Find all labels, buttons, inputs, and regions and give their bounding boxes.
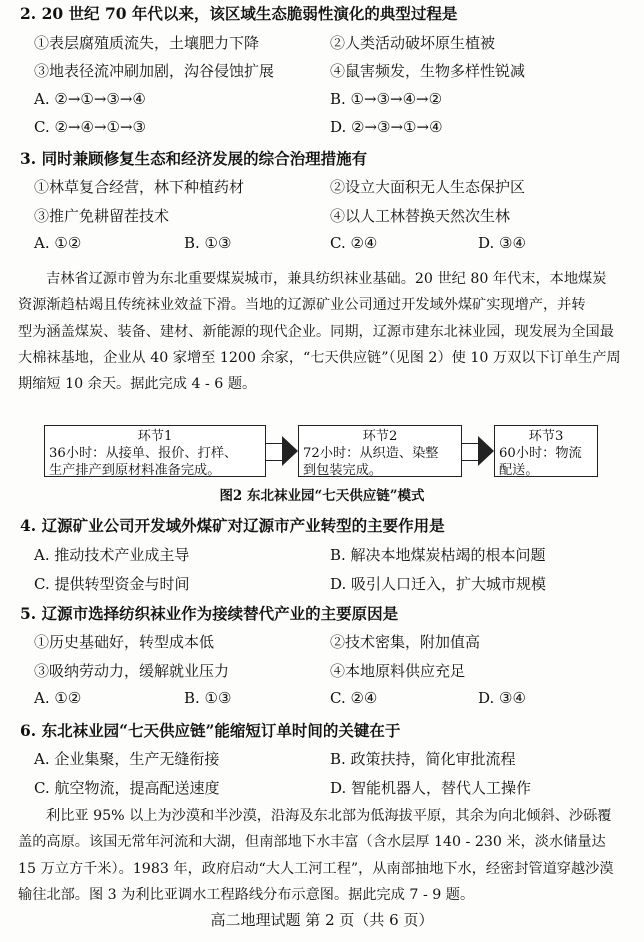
- q6-option-d: D. 智能机器人，替代人工操作: [330, 779, 532, 797]
- q4-stem: 4. 辽源矿业公司开发域外煤矿对辽源市产业转型的主要作用是: [20, 516, 445, 535]
- stage-3-title: 环节3: [528, 429, 564, 444]
- passage-line: 型为涵盖煤炭、装备、建材、新能源的现代企业。同期，辽源市建东北袜业园，现发展为全国最: [18, 323, 614, 340]
- q3-option-d: D. ③④: [478, 234, 526, 252]
- page-footer: 高二地理试题 第 2 页（共 6 页）: [210, 911, 434, 929]
- q2-option-d: D. ②→③→①→④: [330, 118, 443, 136]
- arrow-2-icon: [462, 435, 494, 467]
- stage-1-line-1: 36小时：从接单、报价、打样、: [49, 446, 238, 461]
- stage-2-line-1: 72小时：从织造、染整: [303, 446, 439, 461]
- passage-liaoyuan: [18, 266, 624, 397]
- stage-3-box: [494, 425, 598, 477]
- q2-item-3: ③地表径流冲刷加剧，沟谷侵蚀扩展: [34, 62, 275, 80]
- q2-stem: 2. 20 世纪 70 年代以来，该区域生态脆弱性演化的典型过程是: [20, 4, 458, 23]
- passage-line: 大棉袜基地，企业从 40 家增至 1200 余家，“七天供应链”（见图 2）使 10 万双以下订单生产周: [18, 349, 621, 366]
- q2-item-1: ①表层腐殖质流失，土壤肥力下降: [34, 34, 260, 52]
- passage-line: 15 万立方千米）。1983 年，政府启动“大人工河工程”，从南部抽地下水，经密封管道穿越沙漠: [18, 860, 614, 877]
- q3-option-c: C. ②④: [330, 234, 378, 252]
- stage-2-line-2: 到包装完成。: [303, 463, 383, 478]
- q3-option-a: A. ①②: [34, 234, 82, 252]
- q4-option-b: B. 解决本地煤炭枯竭的根本问题: [330, 546, 546, 564]
- q5-option-b: B. ①③: [184, 689, 232, 707]
- q5-item-3: ③吸纳劳动力，缓解就业压力: [34, 662, 230, 680]
- q3-item-4: ④以人工林替换天然次生林: [330, 207, 511, 225]
- stage-2-title: 环节2: [362, 429, 398, 444]
- q5-option-c: C. ②④: [330, 689, 378, 707]
- q2-option-c: C. ②→④→①→③: [34, 118, 146, 136]
- q2-item-2: ②人类活动破坏原生植被: [330, 34, 496, 52]
- q5-item-2: ②技术密集，附加值高: [330, 633, 481, 651]
- q5-option-d: D. ③④: [478, 689, 526, 707]
- q2-option-b: B. ①→③→④→②: [330, 90, 443, 108]
- stage-3-line-1: 60小时：物流: [499, 446, 582, 461]
- stage-3-line-2: 配送。: [499, 463, 539, 478]
- q6-stem: 6. 东北袜业园“七天供应链”能缩短订单时间的关键在于: [20, 721, 401, 740]
- q5-stem: 5. 辽源市选择纺织袜业作为接续替代产业的主要原因是: [20, 604, 399, 623]
- arrow-1-icon: [266, 435, 298, 467]
- stage-1-line-2: 生产排产到原材料准备完成。: [49, 463, 221, 478]
- q3-item-2: ②设立大面积无人生态保护区: [330, 178, 526, 196]
- q6-option-c: C. 航空物流，提高配送速度: [34, 779, 220, 797]
- q2-option-a: A. ②→①→③→④: [34, 90, 146, 108]
- q3-stem: 3. 同时兼顾修复生态和经济发展的综合治理措施有: [20, 149, 368, 168]
- passage-line: 期缩短 10 余天。据此完成 4 - 6 题。: [18, 376, 257, 393]
- q6-option-a: A. 企业集聚，生产无缝衔接: [34, 750, 220, 768]
- passage-line: 资源渐趋枯竭且传统袜业效益下滑。当地的辽源矿业公司通过开发域外煤矿实现增产，并转: [18, 297, 586, 314]
- passage-line: 吉林省辽源市曾为东北重要煤炭城市，兼具纺织袜业基础。20 世纪 80 年代末，本地煤炭: [46, 271, 607, 287]
- passage-line: 输往北部。图 3 为利比亚调水工程路线分布示意图。据此完成 7 - 9 题。: [18, 886, 475, 903]
- q6-option-b: B. 政策扶持，简化审批流程: [330, 750, 516, 768]
- stage-1-box: [44, 425, 266, 477]
- q5-item-1: ①历史基础好，转型成本低: [34, 633, 215, 651]
- figure-2-caption: 图2 东北袜业园“七天供应链”模式: [219, 488, 425, 504]
- q2-item-4: ④鼠害频发，生物多样性锐减: [330, 62, 526, 80]
- q3-item-3: ③推广免耕留茬技术: [34, 207, 170, 225]
- q4-option-d: D. 吸引人口迁入，扩大城市规模: [330, 575, 547, 593]
- passage-line: 利比亚 95% 以上为沙漠和半沙漠，沿海及东北部为低海拔平原，其余为向北倾斜、沙砾覆: [46, 808, 612, 824]
- q3-option-b: B. ①③: [184, 234, 232, 252]
- q4-option-c: C. 提供转型资金与时间: [34, 575, 190, 593]
- q5-item-4: ④本地原料供应充足: [330, 662, 466, 680]
- stage-2-box: [298, 425, 462, 477]
- q4-option-a: A. 推动技术产业成主导: [34, 546, 190, 564]
- q3-item-1: ①林草复合经营，林下种植药材: [34, 178, 245, 196]
- supply-chain-diagram: [0, 425, 644, 477]
- q5-option-a: A. ①②: [34, 689, 82, 707]
- stage-1-title: 环节1: [137, 429, 173, 444]
- passage-line: 盖的高原。该国无常年河流和大湖，但南部地下水丰富（含水层厚 140 - 230 米，淡水储量达: [18, 834, 606, 851]
- passage-libya: [18, 803, 624, 908]
